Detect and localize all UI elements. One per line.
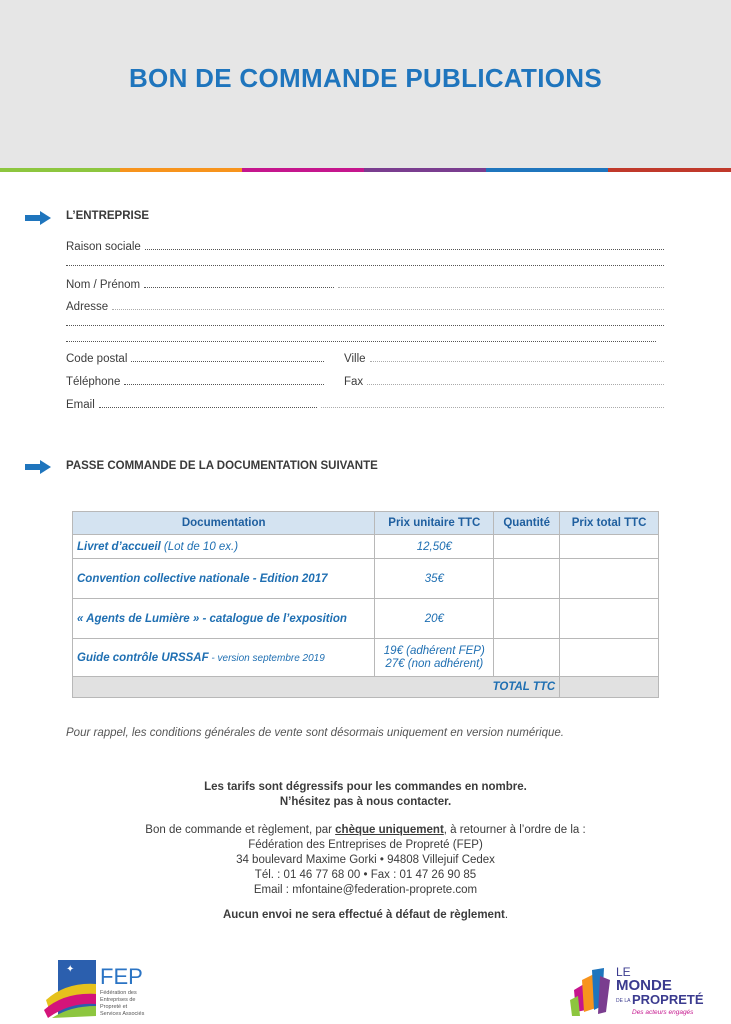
stripe-blue [486, 168, 608, 172]
nom-prenom-field[interactable] [66, 275, 664, 291]
fill-line [112, 309, 664, 310]
fep-logo [40, 956, 180, 1020]
order-table [72, 511, 659, 698]
total-price-cell[interactable] [560, 599, 659, 639]
monde-proprete: PROPRETÉ [632, 992, 704, 1007]
total-price-cell[interactable] [560, 559, 659, 599]
shipping-block [0, 823, 731, 898]
fax-label: Fax [344, 376, 364, 388]
unit-price-cell [375, 639, 494, 677]
price-non-member: 27€ (non adhérent) [385, 657, 484, 670]
fep-sub-2: Entreprises de [100, 997, 136, 1003]
org-name: Fédération des Entreprises de Propreté (FEP) [248, 839, 483, 851]
quantity-cell[interactable] [494, 535, 560, 559]
table-row [73, 535, 659, 559]
footer-note-bold: Aucun envoi ne sera effectué à défaut de règlement [222, 909, 505, 921]
price-member: 19€ (adhérent FEP) [383, 644, 485, 657]
payment-text-c: , à retourner à l’ordre de la : [443, 824, 586, 836]
table-row [73, 559, 659, 599]
fill-line [370, 361, 664, 362]
doc-title: « Agents de Lumière » - catalogue de l’exposition [77, 612, 347, 625]
fill-line [99, 407, 317, 408]
monde-de-la: DE LA [616, 998, 631, 1004]
fill-line [131, 361, 324, 362]
fill-line [144, 287, 334, 288]
fax-field[interactable] [344, 376, 664, 388]
quantity-cell[interactable] [494, 559, 560, 599]
doc-title: Guide contrôle URSSAF [77, 651, 209, 664]
svg-text:✦: ✦ [66, 964, 75, 975]
doc-title: Livret d’accueil [77, 540, 161, 553]
col-documentation: Documentation [73, 512, 375, 535]
monde-monde: MONDE [616, 977, 672, 994]
arrow-right-icon [25, 211, 51, 225]
doc-title: Convention collective nationale - Edition 2017 [77, 572, 328, 585]
telephone-fax-row [66, 372, 664, 388]
total-value-cell[interactable] [560, 677, 659, 698]
arrow-right-icon [25, 460, 51, 474]
stripe-green [0, 168, 120, 172]
total-row [73, 677, 659, 698]
adresse-line-3[interactable] [66, 329, 664, 345]
fep-logo-text: FEP [100, 964, 143, 989]
tarifs-block [0, 780, 731, 810]
monde-le: LE [616, 965, 631, 979]
payment-text-a: Bon de commande et règlement, par [145, 824, 336, 836]
table-row [73, 639, 659, 677]
raison-sociale-line-2[interactable] [66, 253, 664, 269]
raison-sociale-field[interactable] [66, 237, 664, 253]
quantity-cell[interactable] [494, 599, 560, 639]
col-prix-unitaire: Prix unitaire TTC [375, 512, 494, 535]
adresse-label: Adresse [66, 301, 109, 313]
fill-line [145, 249, 664, 250]
footer-note-end: . [504, 909, 509, 921]
unit-price-cell: 20€ [375, 599, 494, 639]
raison-sociale-label: Raison sociale [66, 241, 141, 253]
monde-tagline: Des acteurs engagés [632, 1009, 694, 1016]
table-row [73, 599, 659, 639]
page-title: BON DE COMMANDE PUBLICATIONS [128, 63, 603, 93]
stripe-purple [364, 168, 486, 172]
table-header-row [73, 512, 659, 535]
payment-line [0, 823, 731, 838]
section-entreprise-title: L’ENTREPRISE [66, 210, 150, 222]
nom-prenom-label: Nom / Prénom [66, 279, 141, 291]
code-postal-field[interactable] [66, 353, 324, 365]
adresse-line-2[interactable] [66, 313, 664, 329]
ville-field[interactable] [344, 353, 664, 365]
col-prix-total: Prix total TTC [560, 512, 659, 535]
unit-price-cell: 12,50€ [375, 535, 494, 559]
telephone-field[interactable] [66, 376, 324, 388]
fill-line [66, 325, 664, 326]
total-label: TOTAL TTC [73, 677, 560, 698]
doc-cell [73, 535, 375, 559]
org-email[interactable]: Email : mfontaine@federation-proprete.com [253, 884, 478, 896]
stripe-orange [120, 168, 242, 172]
section-commande-title: PASSE COMMANDE DE LA DOCUMENTATION SUIVANTE [66, 460, 378, 472]
code-postal-label: Code postal [66, 353, 128, 365]
doc-cell [73, 599, 375, 639]
fep-sub-1: Fédération des [100, 990, 137, 996]
fep-sub-3: Propreté et [100, 1004, 128, 1010]
payment-method: chèque uniquement [335, 824, 444, 836]
monde-proprete-logo [566, 960, 716, 1020]
doc-note: (Lot de 10 ex.) [160, 540, 239, 553]
email-label: Email [66, 399, 95, 411]
unit-price-cell: 35€ [375, 559, 494, 599]
ville-label: Ville [344, 353, 366, 365]
fill-line [66, 341, 656, 342]
telephone-label: Téléphone [66, 376, 121, 388]
fill-line [338, 287, 664, 288]
total-price-cell[interactable] [560, 639, 659, 677]
email-field[interactable] [66, 395, 664, 411]
fep-sub-4: Services Associés [100, 1011, 145, 1017]
footer-note [0, 908, 731, 923]
reminder-text: Pour rappel, les conditions générales de vente sont désormais uniquement en version numérique. [66, 727, 564, 739]
fill-line [321, 407, 664, 408]
adresse-field[interactable] [66, 297, 664, 313]
fill-line [367, 384, 664, 385]
col-quantite: Quantité [494, 512, 560, 535]
code-postal-ville-row [66, 349, 664, 365]
doc-cell [73, 639, 375, 677]
stripe-magenta [242, 168, 364, 172]
doc-cell [73, 559, 375, 599]
total-price-cell[interactable] [560, 535, 659, 559]
stripe-red [608, 168, 731, 172]
org-address: 34 boulevard Maxime Gorki • 94808 Villejuif Cedex [236, 854, 495, 866]
doc-note: - version septembre 2019 [208, 652, 325, 664]
fill-line [124, 384, 324, 385]
org-phone-fax: Tél. : 01 46 77 68 00 • Fax : 01 47 26 90 85 [254, 869, 477, 881]
quantity-cell[interactable] [494, 639, 560, 677]
fill-line [66, 265, 664, 266]
tarifs-line-1: Les tarifs sont dégressifs pour les commandes en nombre. [204, 781, 527, 793]
tarifs-line-2: N’hésitez pas à nous contacter. [279, 796, 452, 808]
